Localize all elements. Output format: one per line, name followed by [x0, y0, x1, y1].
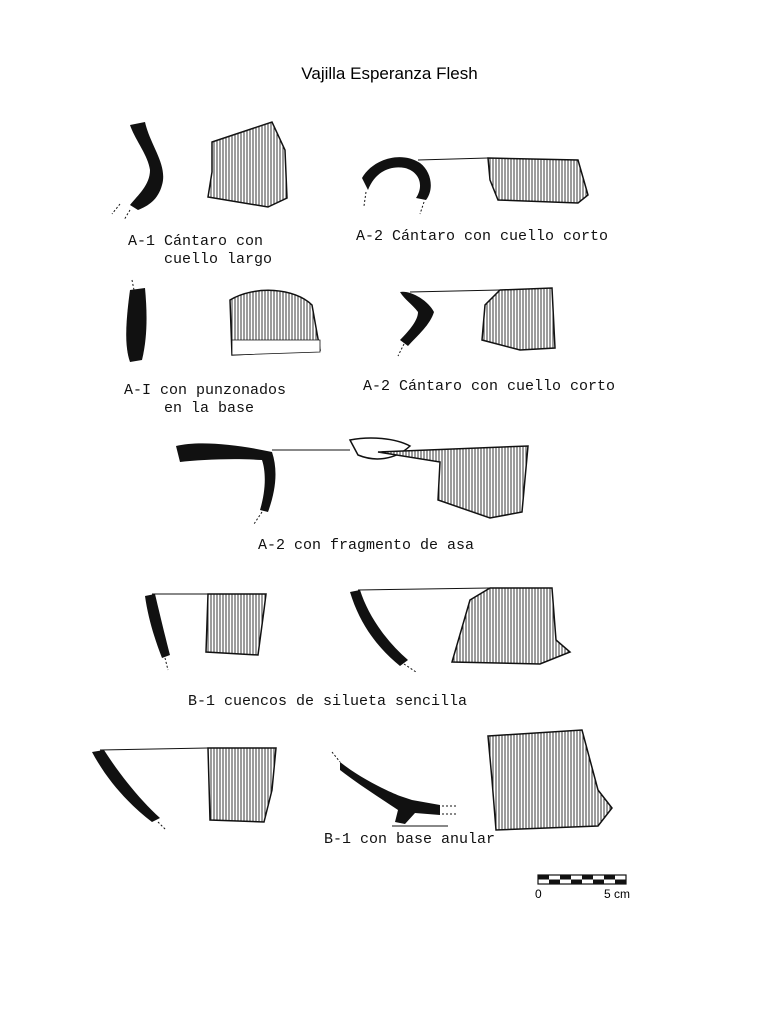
- sherd-a2-asa-exterior: [350, 438, 528, 518]
- caption-a1-line2: cuello largo: [164, 251, 273, 268]
- caption-a2-mid: A-2 Cántaro con cuello corto: [363, 378, 616, 395]
- sherd-a2-top-profile: [362, 157, 488, 214]
- caption-a2-top: A-2 Cántaro con cuello corto: [356, 228, 609, 245]
- sherd-a2-asa-profile: [176, 443, 350, 524]
- caption-a2-asa: A-2 con fragmento de asa: [258, 537, 475, 554]
- sherd-ai-profile: [126, 280, 146, 362]
- sherd-a2-mid-exterior: [482, 288, 555, 350]
- sherd-b1-right-exterior: [452, 588, 570, 664]
- sherd-b1-base-left-exterior: [208, 748, 276, 822]
- caption-b1-cuencos: B-1 cuencos de silueta sencilla: [188, 693, 468, 710]
- sherd-a2-top-exterior: [488, 158, 588, 203]
- scale-bar: [538, 875, 626, 884]
- scale-end-label: 5 cm: [604, 887, 631, 901]
- caption-a1-line1: A-1 Cántaro con: [128, 233, 264, 250]
- sherd-a1-exterior: [208, 122, 287, 207]
- sherd-b1-left-profile: [145, 594, 208, 670]
- caption-ai-line2: en la base: [164, 400, 255, 417]
- figure-title: Vajilla Esperanza Flesh: [301, 64, 478, 83]
- sherd-a1-profile: [112, 122, 163, 220]
- caption-b1-base: B-1 con base anular: [324, 831, 496, 848]
- sherd-b1-base-mid-profile: [332, 752, 458, 826]
- sherd-b1-base-left-profile: [92, 748, 208, 830]
- sherd-b1-left-exterior: [206, 594, 266, 655]
- sherd-ai-exterior: [230, 290, 320, 355]
- caption-ai-line1: A-I con punzonados: [124, 382, 287, 399]
- scale-start-label: 0: [535, 887, 542, 901]
- sherd-b1-base-right-exterior: [488, 730, 612, 830]
